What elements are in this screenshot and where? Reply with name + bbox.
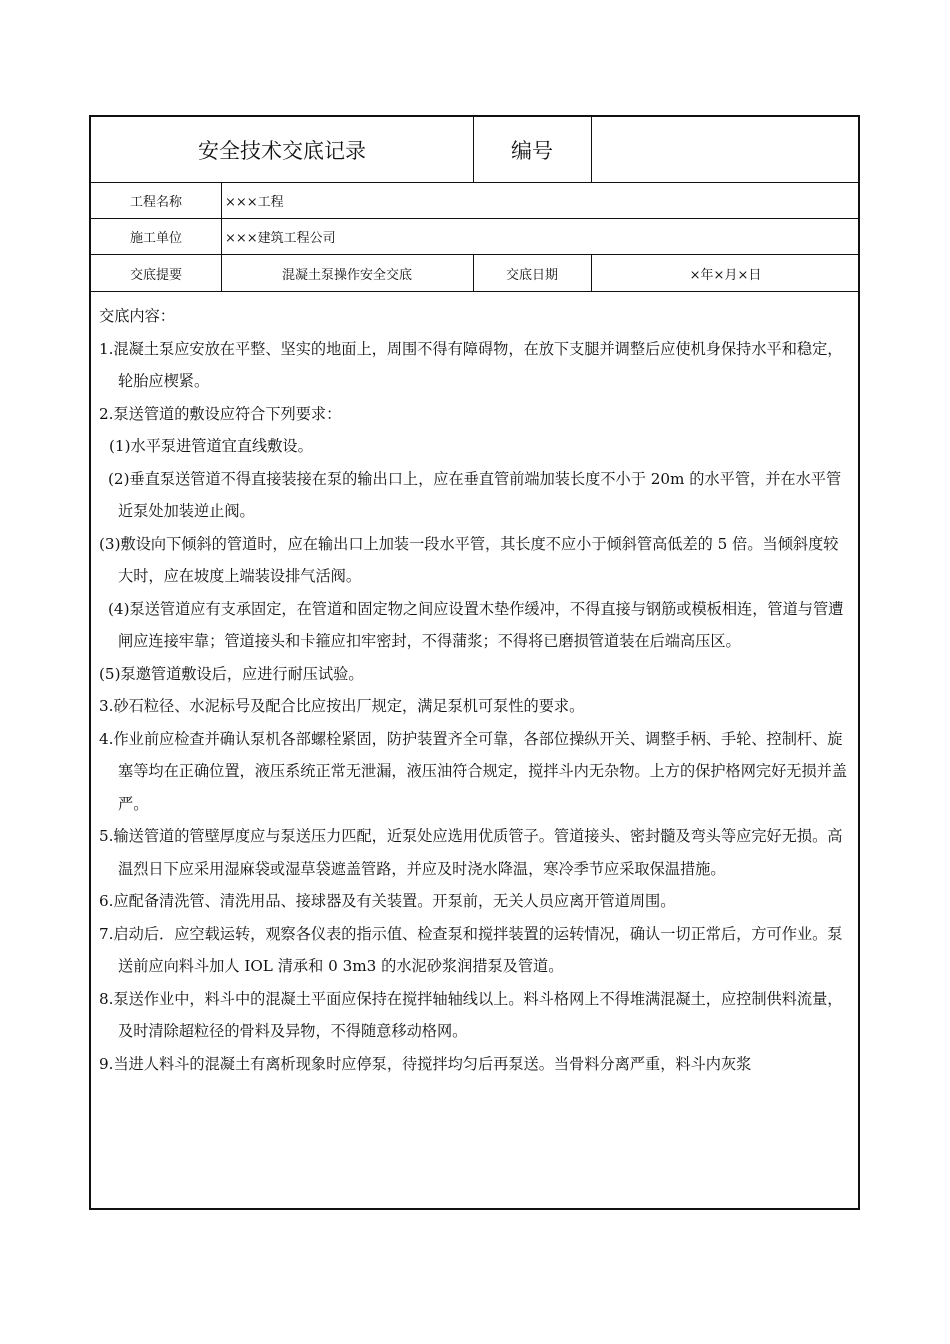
list-item: (2)垂直泵送管道不得直接装接在泵的输出口上，应在垂直管前端加装长度不小于 20m 的水平管，并在水平管近泵处加装逆止阀。 bbox=[108, 469, 842, 520]
summary-value: 混凝土泵操作安全交底 bbox=[281, 267, 412, 283]
list-item: 8.泵送作业中，料斗中的混凝土平面应保持在搅拌轴轴线以上。料斗格网上不得堆满混凝土，应控制供料流量，及时清除超粒径的骨料及异物，不得随意移动格网。 bbox=[99, 989, 843, 1040]
list-item: 3.砂石粒径、水泥标号及配合比应按出厂规定，满足泵机可泵性的要求。 bbox=[99, 697, 585, 715]
date-value: ×年×月×日 bbox=[689, 267, 762, 283]
form-title: 安全技术交底记录 bbox=[198, 138, 366, 163]
construction-unit-value: ×××建筑工程公司 bbox=[225, 231, 336, 246]
list-item: (5)泵邀管道敷设后，应进行耐压试验。 bbox=[99, 664, 364, 683]
date-label: 交底日期 bbox=[505, 267, 558, 283]
list-item: 6.应配备清洗管、清洗用品、接球器及有关装置。开泵前，无关人员应离开管道周围。 bbox=[99, 892, 676, 910]
list-item: 1.混凝土泵应安放在平整、坚实的地面上，周围不得有障碍物，在放下支腿并调整后应使机身保持水平和稳定，轮胎应楔紧。 bbox=[99, 339, 843, 390]
content-heading: 交底内容： bbox=[99, 307, 175, 325]
number-label: 编号 bbox=[511, 138, 553, 163]
list-item: 9.当进人料斗的混凝土有离析现象时应停泵，待搅拌均匀后再泵送。当骨料分离严重，料斗内灰浆 bbox=[99, 1054, 752, 1073]
list-item: (1)水平泵进管道宜直线敷设。 bbox=[109, 437, 313, 455]
list-item: 4.作业前应检查并确认泵机各部螺栓紧固，防护装置齐全可靠，各部位操纵开关、调整手柄、手轮、控制杆、旋塞等均在正确位置，液压系统正常无泄漏，液压油符合规定，搅拌斗内无杂物。上方的保护格网完好无损并盖严。 bbox=[99, 729, 847, 813]
list-item: 2.泵送管道的敷设应符合下列要求： bbox=[99, 404, 342, 423]
list-item: 5.输送管道的管壁厚度应与泵送压力匹配，近泵处应选用优质管子。管道接头、密封髓及弯头等应完好无损。高温烈日下应采用湿麻袋或湿草袋遮盖管路，并应及时浇水降温，寒冷季节应采取保温措施。 bbox=[99, 827, 843, 878]
list-item: (3)敷设向下倾斜的管道时，应在输出口上加装一段水平管，其长度不应小于倾斜管高低差的 5 倍。当倾斜度较大时，应在坡度上端装设排气活阀。 bbox=[99, 534, 839, 585]
disclosure-form bbox=[89, 115, 860, 1210]
number-value bbox=[591, 117, 860, 182]
summary-label: 交底提要 bbox=[129, 267, 182, 283]
project-name-label: 工程名称 bbox=[129, 195, 182, 210]
list-item: (4)泵送管道应有支承固定，在管道和固定物之间应设置木垫作缓冲，不得直接与钢筋或模板相连，管道与管遭闸应连接牢靠；管道接头和卡箍应扣牢密封，不得蒲浆；不得将已磨损管道装在后端高压区。 bbox=[108, 599, 844, 650]
list-item: 7.启动后．应空载运转，观察各仪表的指示值、检查泵和搅拌装置的运转情况，确认一切正常后，方可作业。泵送前应向料斗加人 IOL 清承和 0 3m3 的水泥砂浆润措泵及管道。 bbox=[99, 924, 843, 975]
row-divider bbox=[91, 291, 858, 292]
project-name-value: ×××工程 bbox=[225, 195, 284, 210]
disclosure-content bbox=[91, 294, 858, 1208]
construction-unit-label: 施工单位 bbox=[129, 231, 182, 246]
